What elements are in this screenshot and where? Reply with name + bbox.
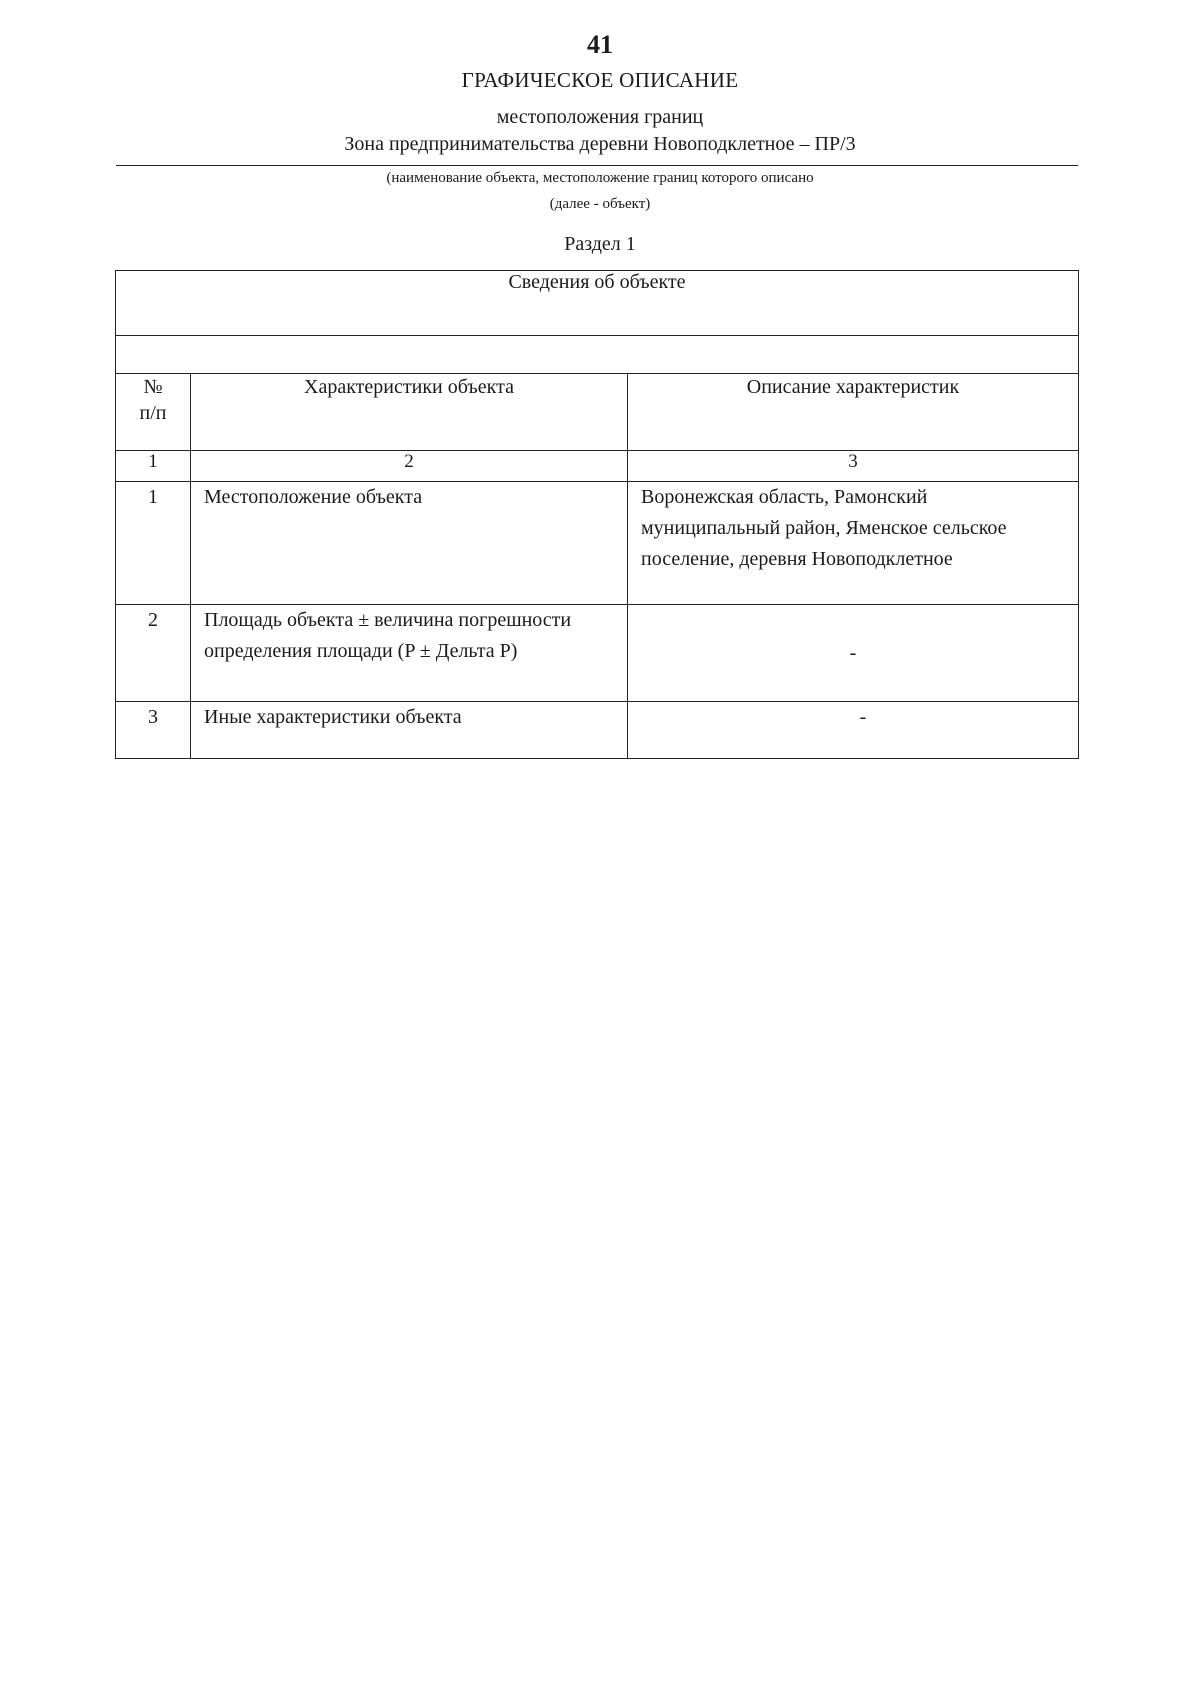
underline-rule: [116, 165, 1078, 166]
page-number: 41: [587, 30, 613, 59]
object-name-caption: (наименование объекта, местоположение границ которого описано: [386, 170, 814, 186]
table-row: [116, 702, 1079, 759]
document-subtitle: местоположения границ: [496, 106, 704, 128]
column-header-number: [116, 374, 191, 451]
row-characteristic: Иные характеристики объекта: [191, 702, 628, 759]
table-row: [116, 482, 1079, 605]
row-description: Воронежская область, Рамонский муниципальный район, Яменское сельское поселение, деревня Новоподклетное: [628, 482, 1079, 605]
table-empty-cell: [116, 336, 1079, 374]
table-empty-row: [116, 336, 1079, 374]
column-header-number-line-2: п/п: [139, 402, 167, 424]
row-characteristic: Местоположение объекта: [191, 482, 628, 605]
table-heading: Сведения об объекте: [116, 271, 1079, 336]
document-title: ГРАФИЧЕСКОЕ ОПИСАНИЕ: [461, 68, 739, 92]
column-number-row: [116, 451, 1079, 482]
object-name: Зона предпринимательства деревни Новоподклетное – ПР/3: [344, 133, 856, 155]
row-number: 1: [116, 482, 191, 605]
row-characteristic: Площадь объекта ± величина погрешности определения площади (P ± Дельта P): [191, 605, 628, 702]
object-name-caption-continued: (далее - объект): [549, 196, 651, 212]
column-number-3: 3: [628, 451, 1079, 482]
table-heading-row: [116, 271, 1079, 336]
row-number: 2: [116, 605, 191, 702]
column-number-2: 2: [191, 451, 628, 482]
column-header-row: [116, 374, 1079, 451]
row-description: -: [628, 605, 1079, 702]
column-header-number-line-1: №: [143, 376, 163, 398]
column-number-1: 1: [116, 451, 191, 482]
column-header-characteristics: Характеристики объекта: [191, 374, 628, 451]
row-number: 3: [116, 702, 191, 759]
section-label: Раздел 1: [564, 233, 636, 255]
row-description: -: [628, 702, 1079, 759]
object-info-table: [115, 270, 1079, 759]
column-header-description: Описание характеристик: [628, 374, 1079, 451]
table-row: [116, 605, 1079, 702]
